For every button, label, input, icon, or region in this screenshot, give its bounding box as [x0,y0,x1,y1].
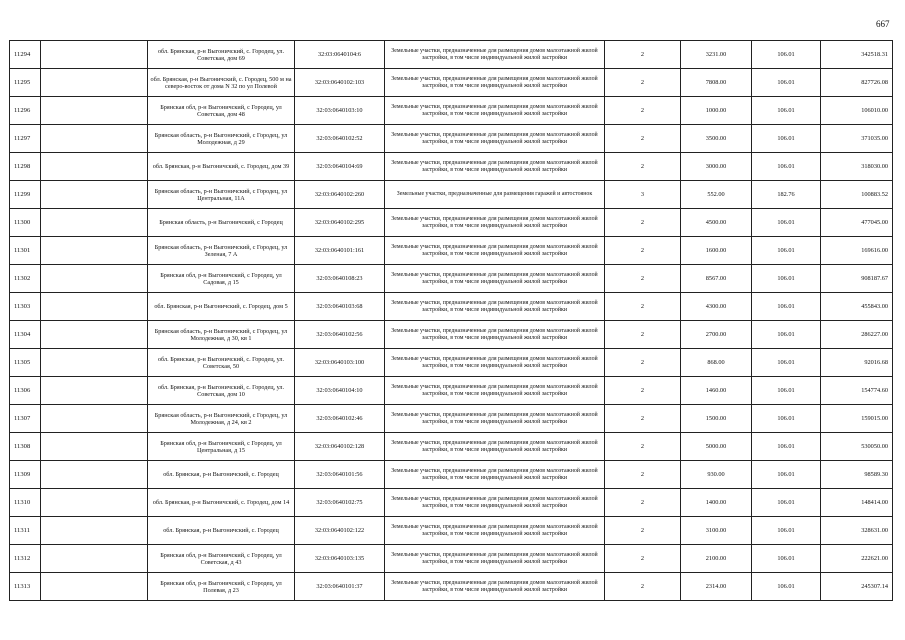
cell-purpose: Земельные участки, предназначенные для размещения домов малоэтажной жилой застройки, в том числе индивидуальной жилой застройки [385,433,605,461]
cell-value: 92016.68 [821,349,893,377]
cell-id: 11313 [10,573,41,601]
cell-value: 100883.52 [821,181,893,209]
cell-purpose: Земельные участки, предназначенные для размещения домов малоэтажной жилой застройки, в том числе индивидуальной жилой застройки [385,97,605,125]
cell-rate: 106.01 [752,489,821,517]
cell-rate: 106.01 [752,349,821,377]
cell-id: 11302 [10,265,41,293]
cell-empty [41,97,148,125]
cell-id: 11300 [10,209,41,237]
cell-rate: 106.01 [752,405,821,433]
table-row [10,97,893,125]
table-row [10,517,893,545]
cell-value: 154774.60 [821,377,893,405]
cell-empty [41,41,148,69]
cell-cadastral-number: 32:03:0640103:68 [295,293,385,321]
table-row [10,41,893,69]
cell-value: 106010.00 [821,97,893,125]
cell-value: 222621.00 [821,545,893,573]
cell-rate: 106.01 [752,209,821,237]
cell-purpose: Земельные участки, предназначенные для размещения домов малоэтажной жилой застройки, в том числе индивидуальной жилой застройки [385,265,605,293]
cell-purpose: Земельные участки, предназначенные для размещения домов малоэтажной жилой застройки, в том числе индивидуальной жилой застройки [385,545,605,573]
table-row [10,181,893,209]
table-row [10,545,893,573]
cell-cadastral-number: 32:03:0640102:75 [295,489,385,517]
table-row [10,349,893,377]
cell-value: 328631.00 [821,517,893,545]
cell-empty [41,265,148,293]
cell-empty [41,489,148,517]
cell-address: обл. Брянская, р-н Выгоничский, с. Городец, дом 39 [148,153,295,181]
table-row [10,237,893,265]
table-row [10,153,893,181]
cell-group: 2 [605,237,681,265]
table-row [10,321,893,349]
cell-cadastral-number: 32:03:0640102:52 [295,125,385,153]
cell-id: 11311 [10,517,41,545]
cell-empty [41,209,148,237]
cell-empty [41,321,148,349]
cell-area: 4500.00 [681,209,752,237]
cell-value: 159015.00 [821,405,893,433]
table-row [10,573,893,601]
cell-value: 245307.14 [821,573,893,601]
cell-address: Брянская обл, р-н Выгоничский, с Городец, ул Советская, дом 48 [148,97,295,125]
cell-address: обл. Брянская, р-н Выгоничский, с. Городец, ул. Советская, дом 10 [148,377,295,405]
cell-rate: 106.01 [752,293,821,321]
cell-group: 2 [605,321,681,349]
table-row [10,265,893,293]
cell-address: Брянская область, р-н Выгоничский, с Городец, ул Молодежная, д 24, кв 2 [148,405,295,433]
cell-address: Брянская область, р-н Выгоничский, с Городец, ул Молодежная, д 30, кв 1 [148,321,295,349]
cell-empty [41,545,148,573]
cell-group: 2 [605,461,681,489]
cell-empty [41,405,148,433]
cell-address: обл. Брянская, р-н Выгоничский, с. Городец [148,517,295,545]
cell-id: 11308 [10,433,41,461]
cell-empty [41,181,148,209]
cell-value: 827726.08 [821,69,893,97]
cell-address: Брянская область, р-н Выгоничский, с Городец [148,209,295,237]
cell-value: 371035.00 [821,125,893,153]
cell-purpose: Земельные участки, предназначенные для размещения домов малоэтажной жилой застройки, в том числе индивидуальной жилой застройки [385,489,605,517]
cell-address: обл. Брянская, р-н Выгоничский, с. Городец, дом 5 [148,293,295,321]
cell-area: 7808.00 [681,69,752,97]
cell-group: 2 [605,209,681,237]
cell-group: 2 [605,265,681,293]
cell-cadastral-number: 32:03:0640108:23 [295,265,385,293]
cell-value: 455843.00 [821,293,893,321]
cell-group: 2 [605,69,681,97]
cell-address: Брянская обл, р-н Выгоничский, с Городец, ул Центральная, д 15 [148,433,295,461]
cell-purpose: Земельные участки, предназначенные для размещения домов малоэтажной жилой застройки, в том числе индивидуальной жилой застройки [385,41,605,69]
cell-value: 98589.30 [821,461,893,489]
cell-area: 1500.00 [681,405,752,433]
cell-area: 2100.00 [681,545,752,573]
cell-cadastral-number: 32:03:0640103:10 [295,97,385,125]
cell-purpose: Земельные участки, предназначенные для размещения домов малоэтажной жилой застройки, в том числе индивидуальной жилой застройки [385,405,605,433]
cell-id: 11295 [10,69,41,97]
cell-area: 5000.00 [681,433,752,461]
cell-area: 2314.00 [681,573,752,601]
cell-rate: 106.01 [752,433,821,461]
cell-cadastral-number: 32:03:0640102:128 [295,433,385,461]
cell-address: Брянская обл, р-н Выгоничский, с Городец, ул Полевая, д 23 [148,573,295,601]
cell-group: 2 [605,41,681,69]
cell-cadastral-number: 32:03:0640102:122 [295,517,385,545]
cell-group: 2 [605,97,681,125]
cell-area: 930.00 [681,461,752,489]
cell-id: 11296 [10,97,41,125]
cell-group: 2 [605,489,681,517]
cell-id: 11306 [10,377,41,405]
cell-rate: 106.01 [752,97,821,125]
cell-id: 11305 [10,349,41,377]
cell-purpose: Земельные участки, предназначенные для размещения домов малоэтажной жилой застройки, в том числе индивидуальной жилой застройки [385,573,605,601]
cell-empty [41,153,148,181]
cell-address: обл. Брянская, р-н Выгоничский, с. Городец [148,461,295,489]
cell-empty [41,377,148,405]
cell-address: обл. Брянская, р-н Выгоничский, с. Городец, 500 м на северо-восток от дома N 32 по ул Полевой [148,69,295,97]
cell-cadastral-number: 32:03:0640102:260 [295,181,385,209]
cell-cadastral-number: 32:03:0640104:6 [295,41,385,69]
page-number: 667 [876,19,890,29]
cell-address: обл. Брянская, р-н Выгоничский, с. Городец, дом 14 [148,489,295,517]
cell-value: 477045.00 [821,209,893,237]
cell-cadastral-number: 32:03:0640101:56 [295,461,385,489]
table-row [10,293,893,321]
cell-value: 342518.31 [821,41,893,69]
cell-rate: 106.01 [752,321,821,349]
table-row [10,461,893,489]
cell-rate: 106.01 [752,265,821,293]
cell-cadastral-number: 32:03:0640104:10 [295,377,385,405]
cell-purpose: Земельные участки, предназначенные для размещения домов малоэтажной жилой застройки, в том числе индивидуальной жилой застройки [385,209,605,237]
cell-empty [41,125,148,153]
cell-purpose: Земельные участки, предназначенные для размещения домов малоэтажной жилой застройки, в том числе индивидуальной жилой застройки [385,125,605,153]
cell-address: Брянская область, р-н Выгоничский, с Городец, ул Молодежная, д 29 [148,125,295,153]
cell-cadastral-number: 32:03:0640103:100 [295,349,385,377]
cell-rate: 106.01 [752,237,821,265]
cell-area: 1400.00 [681,489,752,517]
cadastral-table [9,40,893,601]
cell-purpose: Земельные участки, предназначенные для размещения домов малоэтажной жилой застройки, в том числе индивидуальной жилой застройки [385,293,605,321]
cell-id: 11303 [10,293,41,321]
cell-group: 2 [605,293,681,321]
cell-id: 11310 [10,489,41,517]
cell-area: 8567.00 [681,265,752,293]
cell-empty [41,349,148,377]
cell-cadastral-number: 32:03:0640104:69 [295,153,385,181]
cell-area: 3100.00 [681,517,752,545]
cell-rate: 106.01 [752,69,821,97]
cell-area: 2700.00 [681,321,752,349]
cell-area: 3000.00 [681,153,752,181]
cell-id: 11294 [10,41,41,69]
cell-purpose: Земельные участки, предназначенные для размещения домов малоэтажной жилой застройки, в том числе индивидуальной жилой застройки [385,69,605,97]
cell-area: 4300.00 [681,293,752,321]
cell-rate: 106.01 [752,545,821,573]
cell-area: 1600.00 [681,237,752,265]
cell-purpose: Земельные участки, предназначенные для размещения домов малоэтажной жилой застройки, в том числе индивидуальной жилой застройки [385,237,605,265]
cell-rate: 106.01 [752,461,821,489]
table-row [10,433,893,461]
cell-id: 11312 [10,545,41,573]
cell-area: 1000.00 [681,97,752,125]
cell-value: 530050.00 [821,433,893,461]
cell-id: 11301 [10,237,41,265]
cell-purpose: Земельные участки, предназначенные для размещения домов малоэтажной жилой застройки, в том числе индивидуальной жилой застройки [385,153,605,181]
table-row [10,405,893,433]
cell-empty [41,293,148,321]
cell-id: 11299 [10,181,41,209]
cell-group: 2 [605,153,681,181]
cell-group: 2 [605,573,681,601]
cell-group: 2 [605,405,681,433]
cell-address: Брянская обл, р-н Выгоничский, с Городец, ул Советская, д 43 [148,545,295,573]
cell-rate: 182.76 [752,181,821,209]
cell-cadastral-number: 32:03:0640102:295 [295,209,385,237]
cell-group: 2 [605,125,681,153]
cell-purpose: Земельные участки, предназначенные для размещения гаражей и автостоянок [385,181,605,209]
cell-purpose: Земельные участки, предназначенные для размещения домов малоэтажной жилой застройки, в том числе индивидуальной жилой застройки [385,377,605,405]
cell-cadastral-number: 32:03:0640101:161 [295,237,385,265]
cell-purpose: Земельные участки, предназначенные для размещения домов малоэтажной жилой застройки, в том числе индивидуальной жилой застройки [385,461,605,489]
cell-cadastral-number: 32:03:0640101:37 [295,573,385,601]
table-row [10,489,893,517]
cell-id: 11309 [10,461,41,489]
cell-address: обл. Брянская, р-н Выгоничский, с. Городец, ул. Советская, 50 [148,349,295,377]
cell-empty [41,573,148,601]
cell-empty [41,461,148,489]
table-row [10,209,893,237]
cell-id: 11304 [10,321,41,349]
cell-address: Брянская область, р-н Выгоничский, с Городец, ул Зеленая, 7 А [148,237,295,265]
cell-cadastral-number: 32:03:0640102:56 [295,321,385,349]
cell-area: 868.00 [681,349,752,377]
cell-purpose: Земельные участки, предназначенные для размещения домов малоэтажной жилой застройки, в том числе индивидуальной жилой застройки [385,321,605,349]
cell-cadastral-number: 32:03:0640102:103 [295,69,385,97]
cell-cadastral-number: 32:03:0640103:135 [295,545,385,573]
cell-group: 2 [605,377,681,405]
cell-group: 2 [605,545,681,573]
cell-group: 2 [605,517,681,545]
table-row [10,125,893,153]
cell-id: 11297 [10,125,41,153]
cell-id: 11307 [10,405,41,433]
cell-address: Брянская обл, р-н Выгоничский, с Городец, ул Садовая, д 15 [148,265,295,293]
cell-id: 11298 [10,153,41,181]
cell-empty [41,517,148,545]
cell-purpose: Земельные участки, предназначенные для размещения домов малоэтажной жилой застройки, в том числе индивидуальной жилой застройки [385,349,605,377]
cell-value: 169616.00 [821,237,893,265]
cell-rate: 106.01 [752,41,821,69]
cell-area: 3231.00 [681,41,752,69]
cell-purpose: Земельные участки, предназначенные для размещения домов малоэтажной жилой застройки, в том числе индивидуальной жилой застройки [385,517,605,545]
table-row [10,377,893,405]
table-body [10,41,893,601]
cell-empty [41,433,148,461]
cell-group: 2 [605,433,681,461]
cell-area: 3500.00 [681,125,752,153]
cell-address: Брянская область, р-н Выгоничский, с Городец, ул Центральная, 11А [148,181,295,209]
cell-rate: 106.01 [752,377,821,405]
cell-rate: 106.01 [752,125,821,153]
cell-cadastral-number: 32:03:0640102:46 [295,405,385,433]
cell-value: 908187.67 [821,265,893,293]
cell-address: обл. Брянская, р-н Выгоничский, с. Городец, ул. Советская, дом 69 [148,41,295,69]
cell-value: 286227.00 [821,321,893,349]
cell-empty [41,237,148,265]
cell-area: 1460.00 [681,377,752,405]
cell-area: 552.00 [681,181,752,209]
cell-value: 318030.00 [821,153,893,181]
cell-rate: 106.01 [752,153,821,181]
cell-rate: 106.01 [752,573,821,601]
cell-group: 2 [605,349,681,377]
table-row [10,69,893,97]
cell-empty [41,69,148,97]
cell-group: 3 [605,181,681,209]
cell-rate: 106.01 [752,517,821,545]
cell-value: 148414.00 [821,489,893,517]
